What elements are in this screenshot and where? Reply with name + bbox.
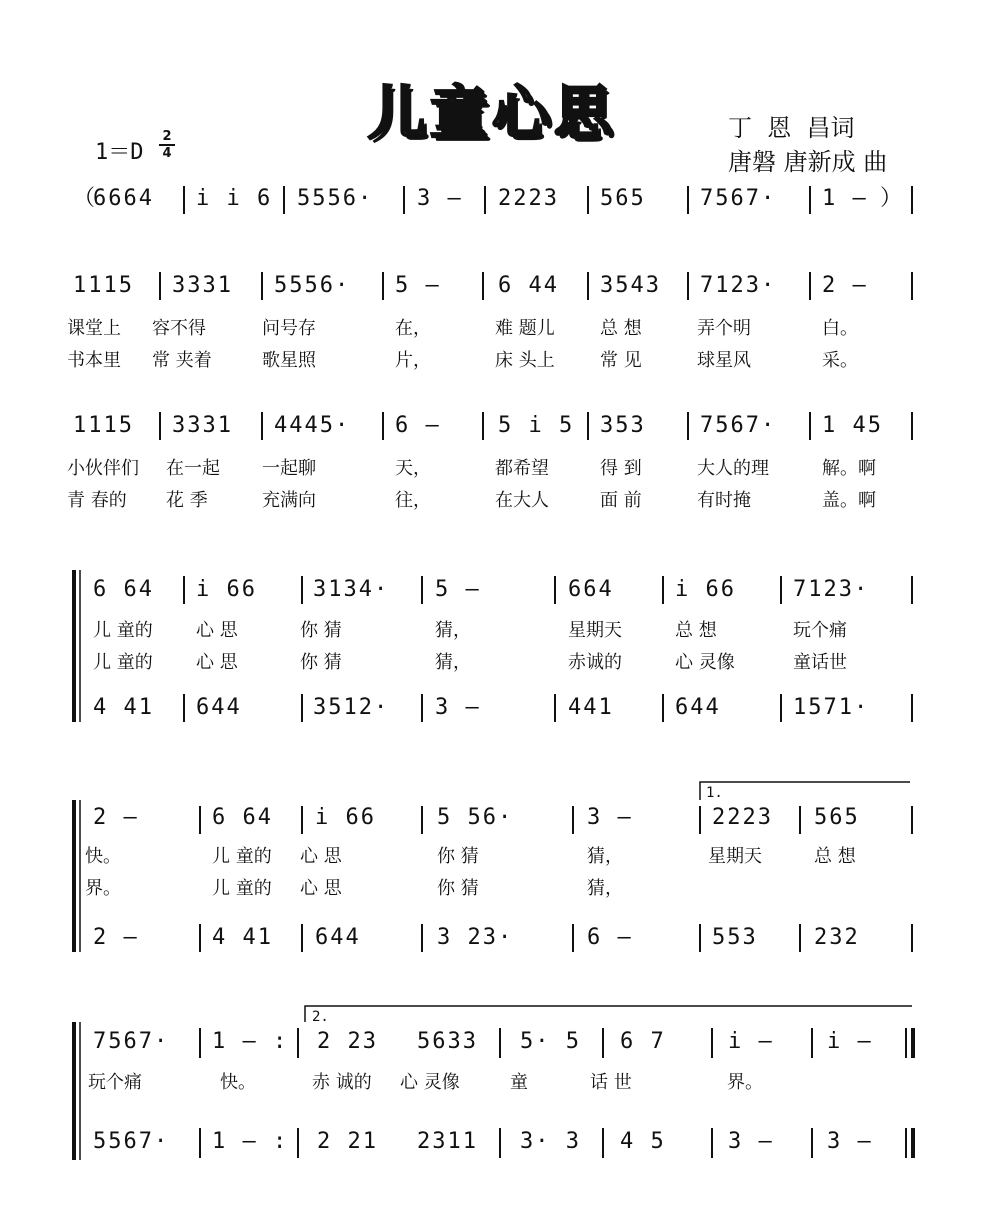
lyric-verse-2: 心 灵像 [675,652,735,673]
upper-voice-measure: 664 [568,577,614,602]
melody-measure: 353 [600,413,646,438]
lyric-verse-1: 总 想 [675,620,717,641]
intro-measure: 5556· [297,186,374,211]
upper-voice-measure: 5633 [417,1029,478,1054]
lyric-verse-1: 大人的理 [697,458,769,479]
lyric-verse: 赤 诚的 [312,1072,372,1093]
volta-2-label: 2. [312,1009,329,1025]
intro-measure: 7567· [700,186,777,211]
lyric-verse-1: 心 思 [300,846,342,867]
melody-measure: 5 – [395,273,441,298]
volta-1-bracket [700,782,910,800]
upper-voice-measure: 6 64 [93,577,154,602]
lyric-verse-2: 心 思 [196,652,238,673]
lower-voice-measure: 4 5 [620,1129,666,1154]
lyric-verse-2: 床 头上 [495,350,555,371]
lyric-verse-1: 在， [395,318,431,339]
lyricist-credit: 丁 恩 昌词 [728,114,855,142]
lyric-verse-1: 你 猜 [437,846,479,867]
upper-voice-measure: 2 – [93,805,139,830]
lower-voice-measure: 1571· [793,695,870,720]
upper-voice-measure: 565 [814,805,860,830]
melody-measure: 1115 [73,413,134,438]
lyric-verse-2: 界。 [85,878,121,899]
lyric-verse-1: 总 想 [814,846,856,867]
lyric-verse-2: 球星风 [697,350,751,371]
lyric-verse-2: 在大人 [495,490,549,511]
upper-voice-measure: i 66 [315,805,376,830]
lower-voice-measure: 5567· [93,1129,170,1154]
upper-voice-measure: 2 23 [317,1029,378,1054]
lyric-verse-1: 快。 [85,846,121,867]
intro-measure: 565 [600,186,646,211]
upper-voice-measure: i 66 [675,577,736,602]
key-signature: 1＝D [95,140,144,165]
lyric-verse-1: 小伙伴们 [67,458,139,479]
lyric-verse-1: 问号存 [262,318,316,339]
lower-voice-measure: 3 23· [437,925,514,950]
lower-voice-measure: 1 – : [212,1129,289,1154]
melody-measure: 5556· [274,273,351,298]
lower-voice-measure: 644 [315,925,361,950]
lyric-verse: 玩个痛 [88,1072,142,1093]
lyric-verse-2: 常 夹着 [152,350,212,371]
upper-voice-measure: i 66 [196,577,257,602]
upper-voice-measure: 2223 [712,805,773,830]
lyric-verse-2: 歌星照 [262,350,316,371]
upper-voice-measure: 5· 5 [520,1029,581,1054]
intro-open-paren: （ [73,186,98,211]
lyric-verse-2: 儿 童的 [212,878,272,899]
volta-2-bracket [305,1006,912,1022]
melody-measure: 6 – [395,413,441,438]
lyric-verse-2: 赤诚的 [568,652,622,673]
lower-voice-measure: 4 41 [93,695,154,720]
lyric-verse-1: 儿 童的 [212,846,272,867]
lyric-verse-2: 你 猜 [300,652,342,673]
lyric-verse-2: 猜， [587,878,623,899]
lyric-verse-2: 常 见 [600,350,642,371]
lyric-verse-2: 有时掩 [697,490,751,511]
time-signature-beats: 2 [162,129,172,144]
lower-voice-measure: 644 [196,695,242,720]
melody-measure: 1115 [73,273,134,298]
lower-voice-measure: 441 [568,695,614,720]
lyric-verse-1: 玩个痛 [793,620,847,641]
lyric-verse-1: 心 思 [196,620,238,641]
lyric-verse-1: 星期天 [708,846,762,867]
lyric-verse-2: 面 前 [600,490,642,511]
lyric-verse-2: 青 春的 [67,490,127,511]
upper-voice-measure: 7123· [793,577,870,602]
lyric-verse: 童 [510,1072,528,1093]
lyric-verse: 话 世 [590,1072,632,1093]
volta-1-label: 1. [706,785,723,801]
intro-measure: i i 6 [196,186,273,211]
upper-voice-measure: 3 – [587,805,633,830]
lower-voice-measure: 3 – [435,695,481,720]
upper-voice-measure: i – [827,1029,873,1054]
intro-measure: 1 – [822,186,868,211]
upper-voice-measure: 7567· [93,1029,170,1054]
lyric-verse-1: 你 猜 [300,620,342,641]
upper-voice-measure: 1 – : [212,1029,289,1054]
upper-voice-measure: 5 56· [437,805,514,830]
melody-measure: 5 i 5 [498,413,575,438]
lyric-verse-1: 星期天 [568,620,622,641]
lower-voice-measure: 4 41 [212,925,273,950]
lower-voice-measure: 553 [712,925,758,950]
time-signature-unit: 4 [162,146,172,161]
lyric-verse-2: 采。 [822,350,858,371]
lower-voice-measure: 3512· [313,695,390,720]
lyric-verse-2: 盖。啊 [822,490,876,511]
melody-measure: 3331 [172,273,233,298]
lower-voice-measure: 6 – [587,925,633,950]
lyric-verse: 快。 [220,1072,256,1093]
lyric-verse-1: 猜， [435,620,471,641]
lyric-verse-1: 课堂上 [67,318,121,339]
upper-voice-measure: i – [728,1029,774,1054]
lyric-verse-2: 往， [395,490,431,511]
lyric-verse-1: 儿 童的 [93,620,153,641]
lyric-verse-2: 猜， [435,652,471,673]
melody-measure: 6 44 [498,273,559,298]
lower-voice-measure: 3 – [827,1129,873,1154]
lyric-verse-1: 都希望 [495,458,549,479]
lyric-verse-2: 童话世 [793,652,847,673]
lyric-verse-1: 在一起 [166,458,220,479]
upper-voice-measure: 3134· [313,577,390,602]
lyric-verse-2: 花 季 [166,490,208,511]
lower-voice-measure: 232 [814,925,860,950]
lower-voice-measure: 3· 3 [520,1129,581,1154]
lyric-verse-2: 你 猜 [437,878,479,899]
upper-voice-measure: 6 7 [620,1029,666,1054]
intro-measure: 3 – [417,186,463,211]
lyric-verse-1: 猜， [587,846,623,867]
lyric-verse-1: 白。 [822,318,858,339]
composer-credit: 唐磐 唐新成 曲 [728,148,888,176]
lyric-verse-1: 难 题儿 [495,318,555,339]
lyric-verse-1: 天， [395,458,431,479]
intro-measure: 2223 [498,186,559,211]
lyric-verse-1: 容不得 [152,318,206,339]
lyric-verse-2: 儿 童的 [93,652,153,673]
upper-voice-measure: 5 – [435,577,481,602]
melody-measure: 7123· [700,273,777,298]
lyric-verse-2: 书本里 [67,350,121,371]
melody-measure: 2 – [822,273,868,298]
lower-voice-measure: 3 – [728,1129,774,1154]
melody-measure: 7567· [700,413,777,438]
lower-voice-measure: 2 – [93,925,139,950]
lyric-verse-1: 一起聊 [262,458,316,479]
lyric-verse-1: 得 到 [600,458,642,479]
upper-voice-measure: 6 64 [212,805,273,830]
page-title: 儿童心思 [368,79,617,147]
lyric-verse: 界。 [727,1072,763,1093]
melody-measure: 3331 [172,413,233,438]
lyric-verse-1: 弄个明 [697,318,751,339]
lyric-verse-2: 充满向 [262,490,316,511]
lyric-verse-1: 总 想 [600,318,642,339]
lyric-verse: 心 灵像 [400,1072,460,1093]
lyric-verse-2: 心 思 [300,878,342,899]
lyric-verse-2: 片， [395,350,431,371]
intro-measure: 6664 [93,186,154,211]
lower-voice-measure: 2311 [417,1129,478,1154]
lower-voice-measure: 644 [675,695,721,720]
intro-close-paren: ） [880,186,905,211]
melody-measure: 1 45 [822,413,883,438]
lyric-verse-1: 解。啊 [822,458,876,479]
lower-voice-measure: 2 21 [317,1129,378,1154]
melody-measure: 3543 [600,273,661,298]
melody-measure: 4445· [274,413,351,438]
